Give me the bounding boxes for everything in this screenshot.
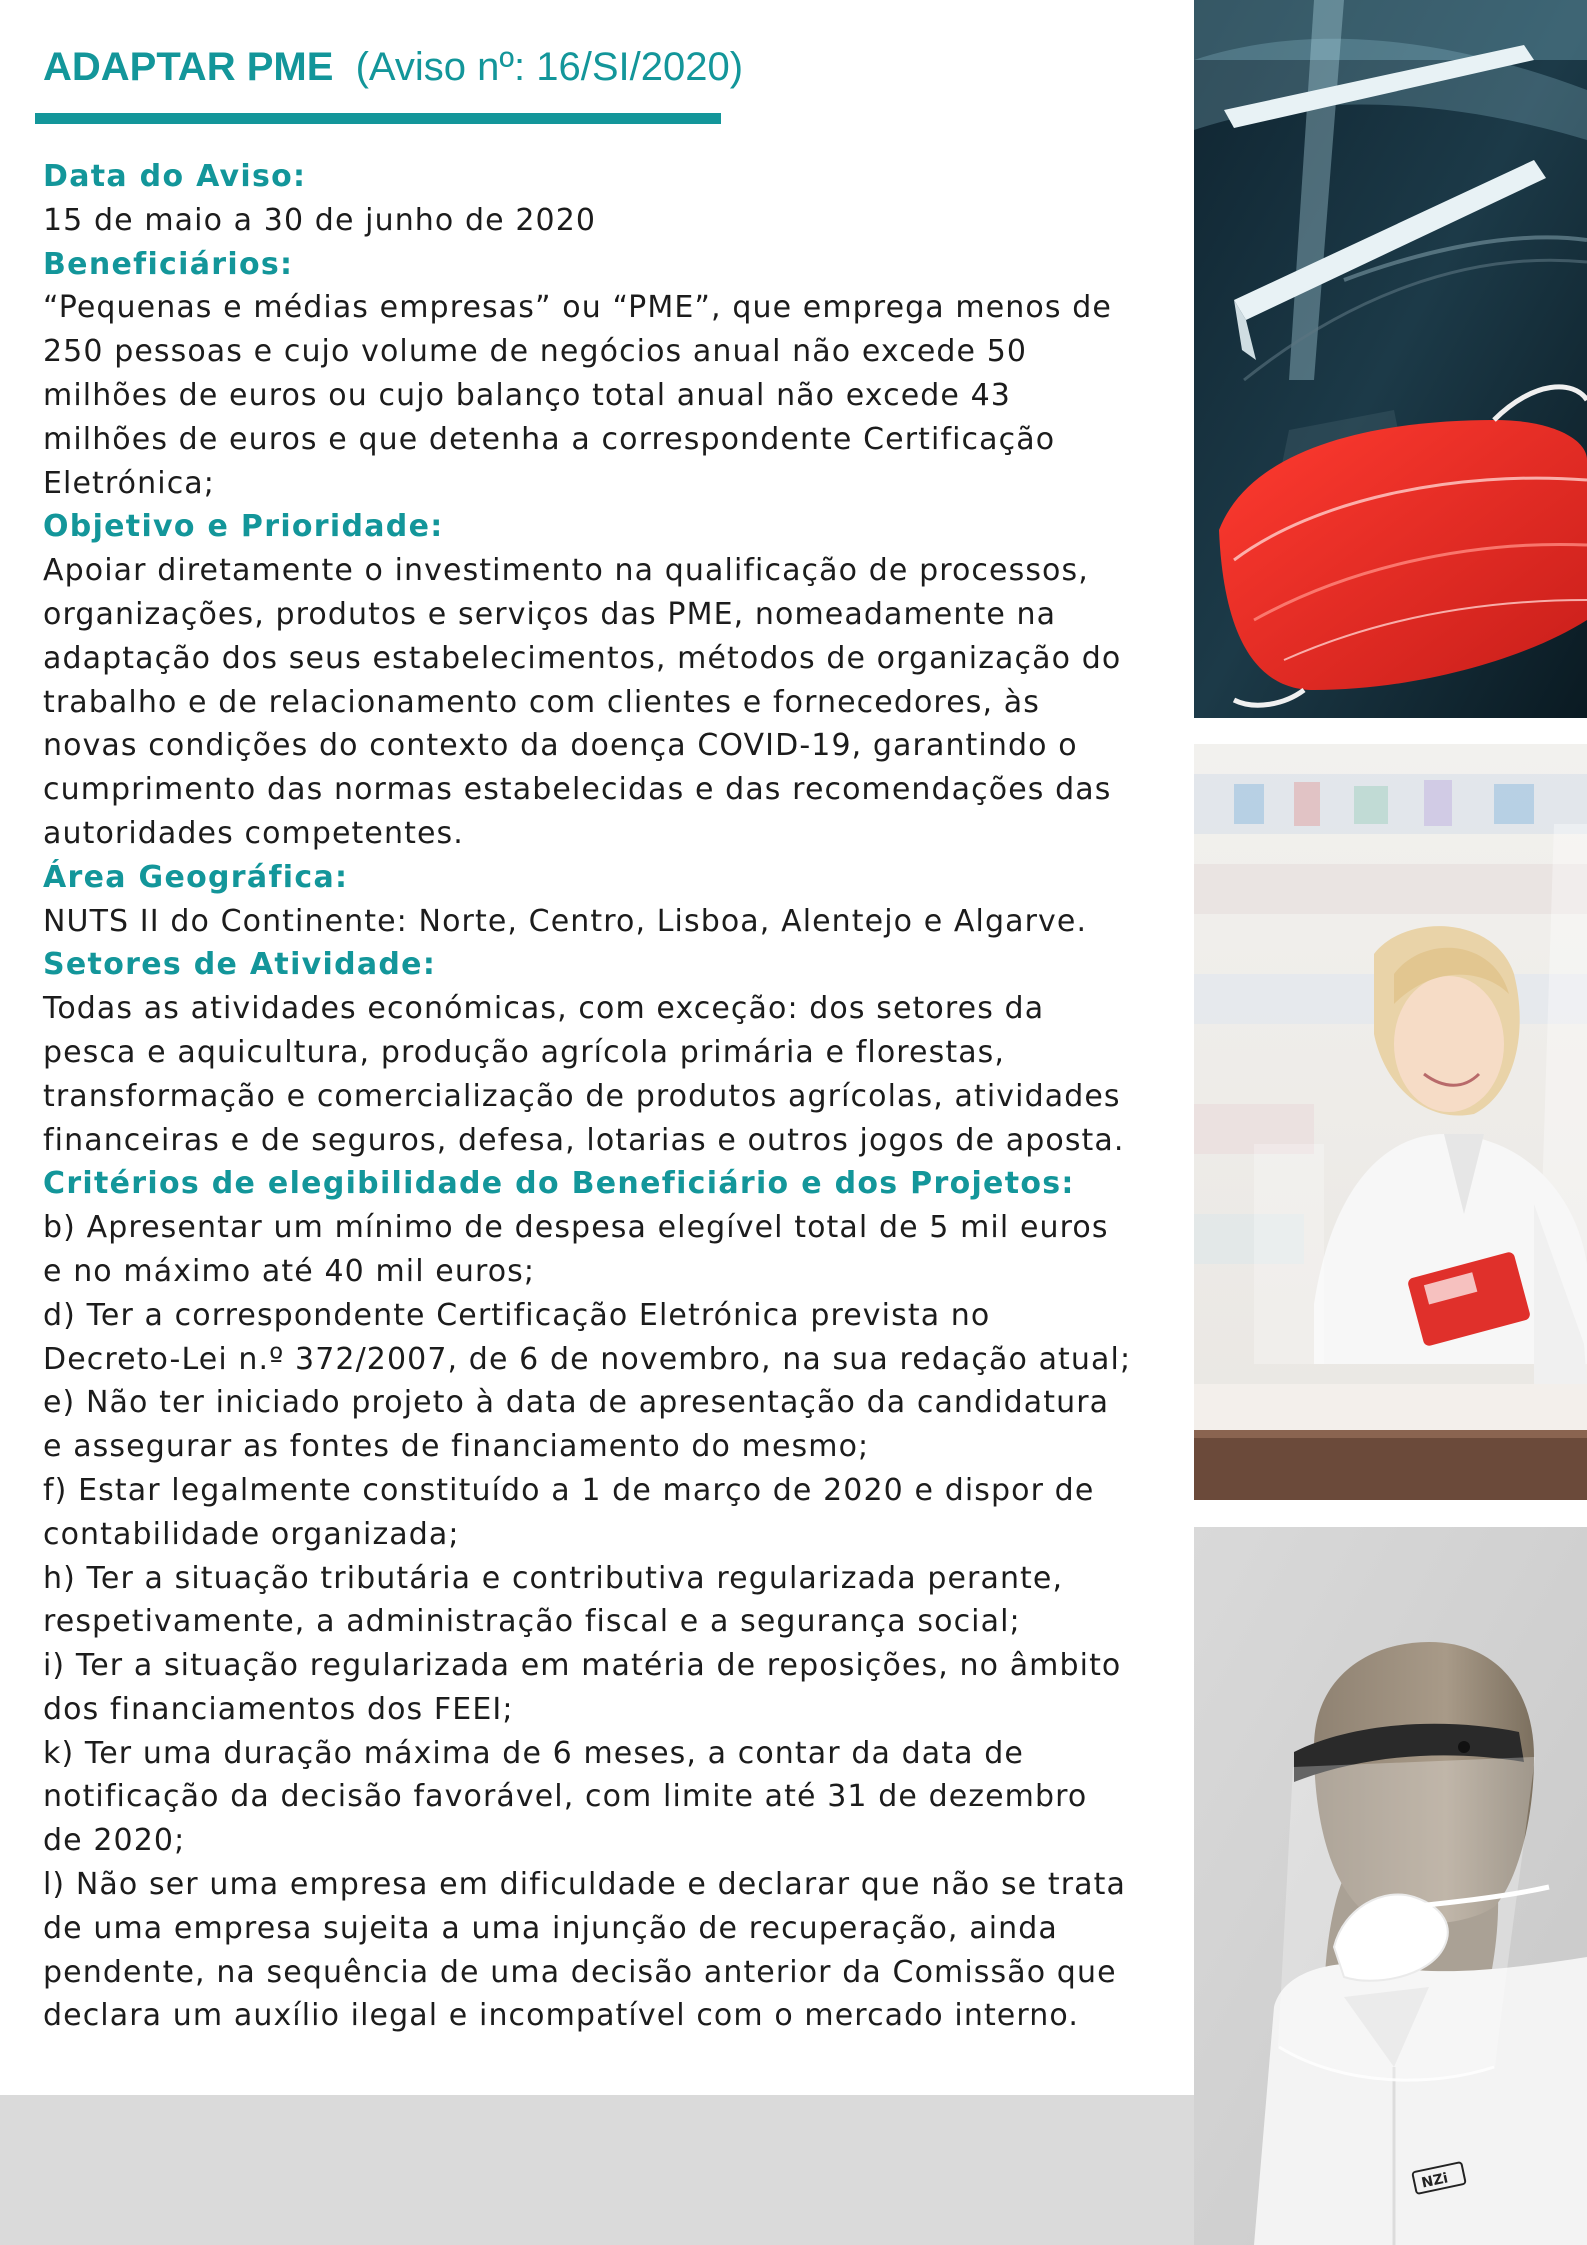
body-text-line: respetivamente, a administração fiscal e a segurança social; — [43, 1604, 1021, 1640]
body-text-line: notificação da decisão favorável, com limite até 31 de dezembro — [43, 1779, 1088, 1815]
body-text-line: trabalho e de relacionamento com clientes e fornecedores, às — [43, 684, 1040, 720]
body-text-line: de 2020; — [43, 1823, 186, 1859]
body-text-line: milhões de euros e que detenha a correspondente Certificação — [43, 421, 1056, 457]
body-text-line: Eletrónica; — [43, 465, 215, 501]
title-notice: (Aviso nº: 16/SI/2020) — [355, 45, 744, 89]
body-text-line: k) Ter uma duração máxima de 6 meses, a contar da data de — [43, 1735, 1024, 1771]
body-text-line: milhões de euros ou cujo balanço total anual não excede 43 — [43, 377, 1011, 413]
title-program: ADAPTAR PME — [43, 45, 334, 89]
body-text-line: pendente, na sequência de uma decisão anterior da Comissão que — [43, 1954, 1117, 1990]
pharmacist-photo-illustration — [1194, 744, 1587, 1500]
body-text-line: transformação e comercialização de produtos agrícolas, atividades — [43, 1078, 1121, 1114]
body-text-line: d) Ter a correspondente Certificação Eletrónica prevista no — [43, 1297, 991, 1333]
face-shield-photo-illustration — [1194, 1527, 1587, 2245]
body-text-line: organizações, produtos e serviços das PME, nomeadamente na — [43, 596, 1057, 632]
body-text-line: e assegurar as fontes de financiamento do mesmo; — [43, 1429, 870, 1465]
body-text-line: adaptação dos seus estabelecimentos, métodos de organização do — [43, 640, 1122, 676]
body-text-line: f) Estar legalmente constituído a 1 de março de 2020 e dispor de — [43, 1472, 1095, 1508]
section-heading: Área Geográfica: — [43, 859, 349, 895]
body-text-line: contabilidade organizada; — [43, 1516, 460, 1552]
body-text-line: 250 pessoas e cujo volume de negócios anual não excede 50 — [43, 334, 1028, 370]
pharmacist-behind-acrylic-screen-photo — [1194, 744, 1587, 1500]
body-text-line: declara um auxílio ilegal e incompatível com o mercado interno. — [43, 1998, 1079, 2034]
body-text-line: “Pequenas e médias empresas” ou “PME”, que emprega menos de — [43, 290, 1112, 326]
face-shield-on-mannequin-photo — [1194, 1527, 1587, 2245]
body-text-line: dos financiamentos dos FEEI; — [43, 1691, 514, 1727]
body-text-line: cumprimento das normas estabelecidas e das recomendações das — [43, 772, 1112, 808]
body-text-line: i) Ter a situação regularizada em matéria de reposições, no âmbito — [43, 1648, 1122, 1684]
body-text-line: b) Apresentar um mínimo de despesa elegível total de 5 mil euros — [43, 1210, 1109, 1246]
body-text-line: 15 de maio a 30 de junho de 2020 — [43, 202, 597, 238]
footer-band — [0, 2095, 1195, 2245]
body-text-line: Apoiar diretamente o investimento na qualificação de processos, — [43, 553, 1089, 589]
body-text-line: e) Não ter iniciado projeto à data de apresentação da candidatura — [43, 1385, 1110, 1421]
body-text-line: l) Não ser uma empresa em dificuldade e declarar que não se trata — [43, 1867, 1126, 1903]
title-underline — [35, 113, 721, 124]
body-text-line: pesca e aquicultura, produção agrícola primária e florestas, — [43, 1034, 1006, 1070]
section-heading: Critérios de elegibilidade do Beneficiário e dos Projetos: — [43, 1166, 1075, 1202]
body-text-line: financeiras e de seguros, defesa, lotarias e outros jogos de aposta. — [43, 1122, 1125, 1158]
notice-body — [43, 155, 1168, 2038]
body-text-line: autoridades competentes. — [43, 815, 464, 851]
section-heading: Beneficiários: — [43, 246, 294, 282]
section-heading: Objetivo e Prioridade: — [43, 509, 444, 545]
body-text-line: h) Ter a situação tributária e contributiva regularizada perante, — [43, 1560, 1064, 1596]
page-title — [43, 38, 743, 96]
section-heading: Setores de Atividade: — [43, 947, 437, 983]
body-text-line: de uma empresa sujeita a uma injunção de recuperação, ainda — [43, 1910, 1058, 1946]
body-text-line: Decreto-Lei n.º 372/2007, de 6 de novembro, na sua redação atual; — [43, 1341, 1132, 1377]
body-text-line: novas condições do contexto da doença COVID-19, garantindo o — [43, 728, 1078, 764]
body-text-line: e no máximo até 40 mil euros; — [43, 1253, 536, 1289]
body-text-line: NUTS II do Continente: Norte, Centro, Lisboa, Alentejo e Algarve. — [43, 903, 1088, 939]
mask-and-acrylic-shield-photo — [1194, 0, 1587, 718]
section-heading: Data do Aviso: — [43, 159, 307, 194]
body-text-line: Todas as atividades económicas, com exceção: dos setores da — [43, 991, 1045, 1027]
nzi-logo-text: NZi — [1420, 2170, 1450, 2192]
mask-photo-illustration — [1194, 0, 1587, 718]
